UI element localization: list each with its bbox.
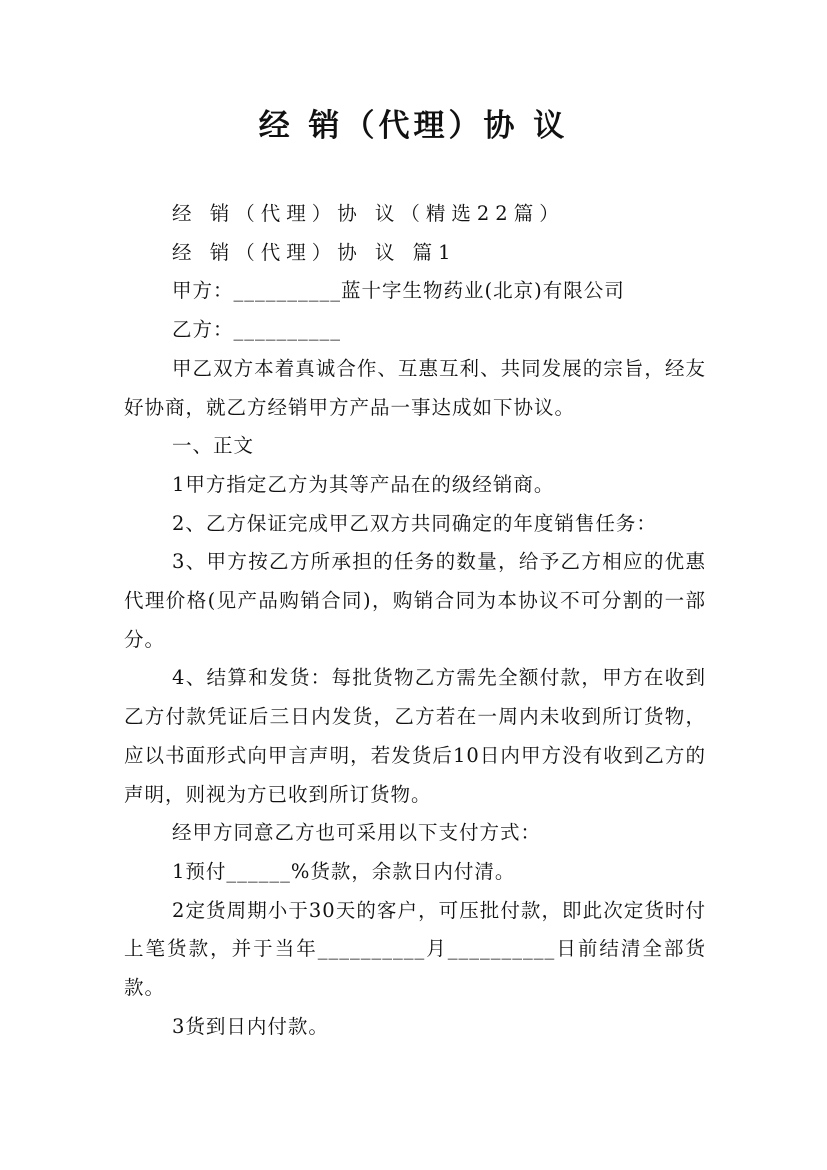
- paragraph: 2、乙方保证完成甲乙双方共同确定的年度销售任务：: [172, 511, 657, 535]
- paragraph: 经 销（代理）协 议 篇1: [172, 240, 457, 264]
- paragraph: 一、正文: [172, 434, 255, 458]
- paragraph: 甲乙双方本着真诚合作、互惠互利、共同发展的宗旨，经友好协商，就乙方经销甲方产品一事达成如下协议。: [124, 356, 706, 419]
- paragraph: 经甲方同意乙方也可采用以下支付方式：: [172, 821, 542, 845]
- paragraph: 2定货周期小于30天的客户，可压批付款，即此次定货时付上笔货款，并于当年__________月__________日前结清全部货款。: [124, 898, 706, 1000]
- paragraph: 经 销（代理）协 议（精选22篇）: [172, 202, 565, 225]
- paragraph: 3、甲方按乙方所承担的任务的数量，给予乙方相应的优惠代理价格(见产品购销合同)，购销合同为本协议不可分割的一部分。: [124, 550, 706, 651]
- paragraph: 甲方：__________蓝十字生物药业(北京)有限公司: [172, 279, 625, 303]
- document-body: [124, 195, 706, 1046]
- paragraph: 乙方：__________: [172, 318, 342, 342]
- paragraph: 1预付______%货款，余款日内付清。: [172, 859, 516, 883]
- paragraph: 1甲方指定乙方为其等产品在的级经销商。: [172, 472, 555, 496]
- paragraph: 4、结算和发货：每批货物乙方需先全额付款，甲方在收到乙方付款凭证后三日内发货，乙方若在一周内未收到所订货物，应以书面形式向甲言声明，若发货后10日内甲方没有收到乙方的声明，则视为方已收到所订货物。: [124, 666, 706, 806]
- paragraph: 3货到日内付款。: [172, 1014, 329, 1038]
- document-title: 经 销（代理）协 议: [258, 108, 569, 144]
